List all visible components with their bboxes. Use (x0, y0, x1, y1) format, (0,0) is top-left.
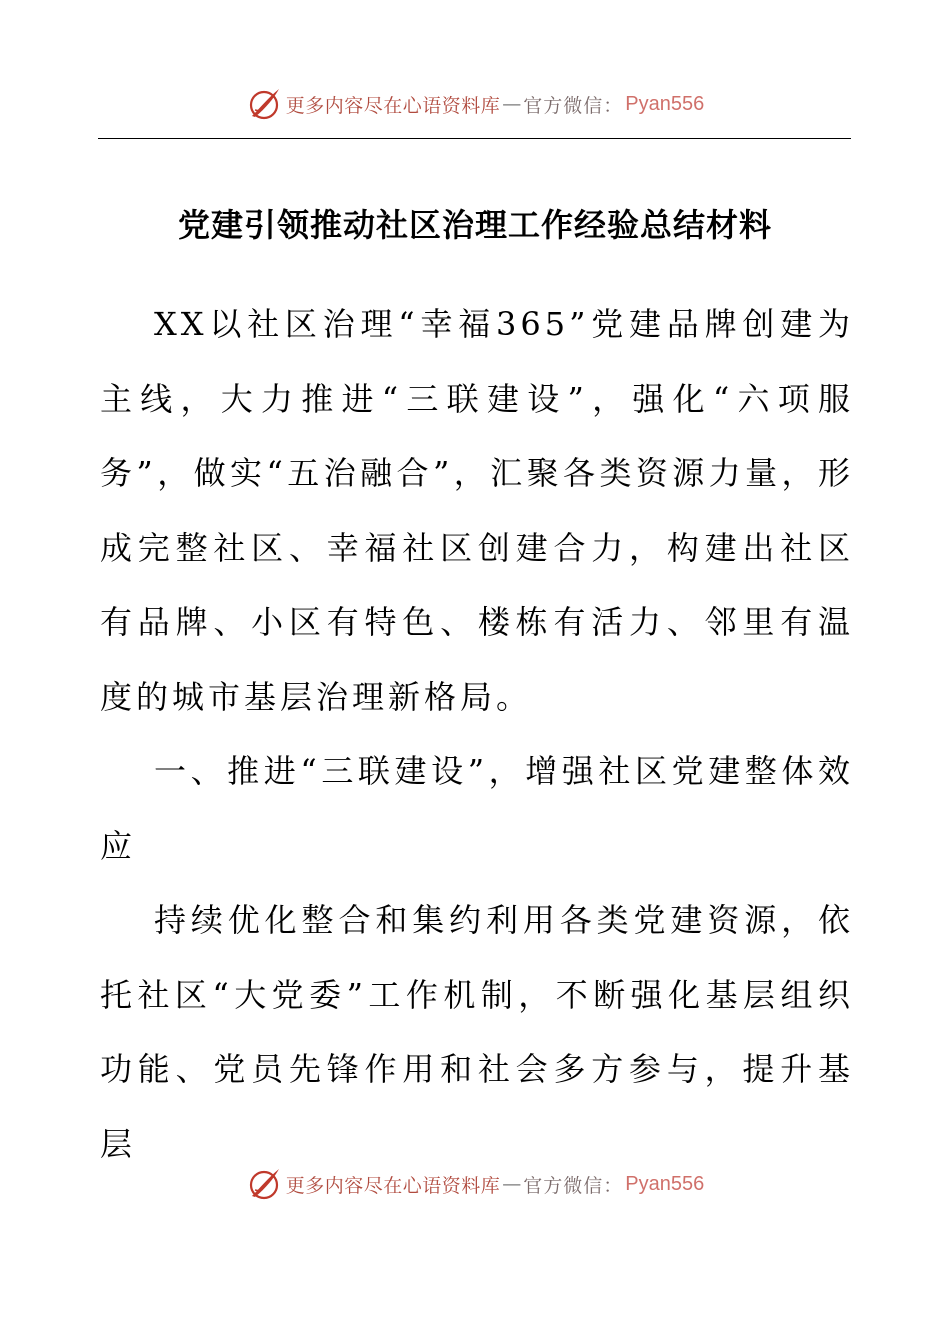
paragraph-section-1: 持续优化整合和集约利用各类党建资源，依托社区“大党委”工作机制，不断强化基层组织功能、党员先锋作用和社会多方参与，提升基层 (100, 901, 854, 1163)
header-divider (98, 138, 851, 139)
section-heading-1: 一、推进“三联建设”，增强社区党建整体效应 (100, 752, 854, 865)
document-body (100, 287, 854, 1181)
wechat-label: 官方微信： (523, 94, 624, 117)
wechat-id: Pyan556 (625, 1172, 705, 1195)
banner-dash: — (502, 1173, 522, 1195)
banner-text: 更多内容尽在心语资料库 (285, 1174, 501, 1197)
quill-logo-icon (246, 1166, 282, 1202)
header-banner (0, 84, 950, 124)
wechat-id: Pyan556 (625, 92, 705, 115)
wechat-label: 官方微信： (523, 1174, 624, 1197)
quill-logo-icon (246, 86, 282, 122)
document-title: 党建引领推动社区治理工作经验总结材料 (177, 206, 772, 244)
banner-dash: — (502, 93, 522, 115)
banner-text: 更多内容尽在心语资料库 (285, 94, 501, 117)
footer-banner (0, 1164, 950, 1204)
paragraph-intro: XX以社区治理“幸福365”党建品牌创建为主线，大力推进“三联建设”，强化“六项服务”，做实“五治融合”，汇聚各类资源力量，形成完整社区、幸福社区创建合力，构建出社区有品牌、小区有特色、楼栋有活力、邻里有温度的城市基层治理新格局。 (100, 305, 854, 716)
